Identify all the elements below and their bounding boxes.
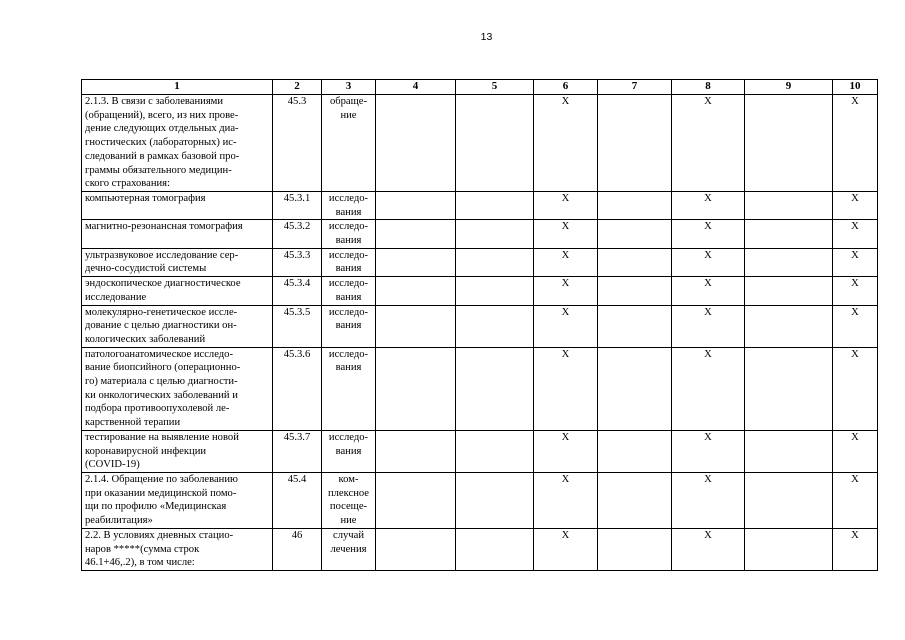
cell-col8: X (672, 191, 745, 219)
cell-col5 (456, 347, 534, 430)
row-name: тестирование на выявление новой коронавирусной инфекции (COVID-19) (82, 430, 273, 472)
col-header-3: 3 (322, 80, 376, 95)
cell-col8: X (672, 528, 745, 570)
cell-col9 (745, 248, 833, 276)
cell-col10: X (833, 95, 878, 192)
cell-col9 (745, 430, 833, 472)
table-row (82, 430, 878, 472)
col-header-2: 2 (273, 80, 322, 95)
cell-col9 (745, 220, 833, 248)
cell-col9 (745, 472, 833, 528)
cell-col7 (598, 305, 672, 347)
row-code: 45.3.4 (273, 277, 322, 305)
row-unit: исследо- вания (322, 191, 376, 219)
cell-col5 (456, 220, 534, 248)
cell-col10: X (833, 430, 878, 472)
cell-col9 (745, 277, 833, 305)
cell-col5 (456, 248, 534, 276)
cell-col7 (598, 528, 672, 570)
row-code: 45.3 (273, 95, 322, 192)
row-code: 45.4 (273, 472, 322, 528)
cell-col7 (598, 277, 672, 305)
table-row (82, 277, 878, 305)
cell-col6: X (534, 430, 598, 472)
cell-col5 (456, 95, 534, 192)
cell-col8: X (672, 305, 745, 347)
cell-col4 (376, 347, 456, 430)
cell-col10: X (833, 277, 878, 305)
cell-col10: X (833, 347, 878, 430)
table-row (82, 472, 878, 528)
row-code: 45.3.6 (273, 347, 322, 430)
cell-col8: X (672, 347, 745, 430)
page-number: 13 (480, 31, 493, 43)
table-row (82, 528, 878, 570)
row-code: 45.3.2 (273, 220, 322, 248)
cell-col7 (598, 220, 672, 248)
row-unit: ком- плексное посеще- ние (322, 472, 376, 528)
cell-col5 (456, 472, 534, 528)
row-unit: исследо- вания (322, 220, 376, 248)
row-code: 45.3.5 (273, 305, 322, 347)
table-row (82, 220, 878, 248)
col-header-1: 1 (82, 80, 273, 95)
cell-col7 (598, 248, 672, 276)
cell-col6: X (534, 528, 598, 570)
cell-col4 (376, 430, 456, 472)
row-name: молекулярно-генетическое иссле- дование с целью диагностики он- кологических заболеваний (82, 305, 273, 347)
row-unit: случай лечения (322, 528, 376, 570)
cell-col10: X (833, 220, 878, 248)
cell-col4 (376, 472, 456, 528)
cell-col9 (745, 305, 833, 347)
cell-col5 (456, 277, 534, 305)
row-unit: исследо- вания (322, 277, 376, 305)
cell-col9 (745, 191, 833, 219)
cell-col5 (456, 528, 534, 570)
row-name: компьютерная томография (82, 191, 273, 219)
cell-col4 (376, 248, 456, 276)
row-code: 45.3.1 (273, 191, 322, 219)
col-header-9: 9 (745, 80, 833, 95)
cell-col10: X (833, 191, 878, 219)
cell-col5 (456, 430, 534, 472)
cell-col9 (745, 95, 833, 192)
cell-col5 (456, 191, 534, 219)
table-row (82, 347, 878, 430)
row-code: 45.3.7 (273, 430, 322, 472)
col-header-6: 6 (534, 80, 598, 95)
cell-col7 (598, 430, 672, 472)
row-name: патологоанатомическое исследо- вание биопсийного (операционно- го) материала с целью диагности- ки онкологических заболеваний и подбора противоопухолевой ле- карственной терапии (82, 347, 273, 430)
cell-col4 (376, 220, 456, 248)
row-unit: исследо- вания (322, 347, 376, 430)
row-name: магнитно-резонансная томография (82, 220, 273, 248)
col-header-10: 10 (833, 80, 878, 95)
col-header-8: 8 (672, 80, 745, 95)
cell-col8: X (672, 95, 745, 192)
cell-col9 (745, 347, 833, 430)
row-unit: исследо- вания (322, 305, 376, 347)
cell-col6: X (534, 95, 598, 192)
cell-col4 (376, 277, 456, 305)
row-unit: исследо- вания (322, 430, 376, 472)
cell-col5 (456, 305, 534, 347)
col-header-4: 4 (376, 80, 456, 95)
cell-col4 (376, 191, 456, 219)
cell-col6: X (534, 220, 598, 248)
cell-col7 (598, 347, 672, 430)
cell-col10: X (833, 528, 878, 570)
row-unit: исследо- вания (322, 248, 376, 276)
cell-col6: X (534, 248, 598, 276)
cell-col10: X (833, 472, 878, 528)
row-unit: обраще- ние (322, 95, 376, 192)
row-name: 2.1.4. Обращение по заболеванию при оказании медицинской помо- щи по профилю «Медицинская реабилитация» (82, 472, 273, 528)
cell-col7 (598, 95, 672, 192)
cell-col8: X (672, 430, 745, 472)
cell-col8: X (672, 472, 745, 528)
table-row (82, 248, 878, 276)
cell-col6: X (534, 191, 598, 219)
cell-col6: X (534, 305, 598, 347)
row-name: эндоскопическое диагностическое исследование (82, 277, 273, 305)
cell-col7 (598, 191, 672, 219)
cell-col6: X (534, 277, 598, 305)
cell-col6: X (534, 347, 598, 430)
cell-col7 (598, 472, 672, 528)
row-name: ультразвуковое исследование сер- дечно-сосудистой системы (82, 248, 273, 276)
cell-col8: X (672, 248, 745, 276)
header-row (82, 80, 878, 95)
cell-col9 (745, 528, 833, 570)
row-name: 2.2. В условиях дневных стацио- наров *****(сумма строк 46.1+46,.2), в том числе: (82, 528, 273, 570)
col-header-5: 5 (456, 80, 534, 95)
cell-col8: X (672, 277, 745, 305)
row-code: 45.3.3 (273, 248, 322, 276)
cell-col6: X (534, 472, 598, 528)
statistics-table (81, 79, 878, 571)
cell-col4 (376, 528, 456, 570)
cell-col4 (376, 95, 456, 192)
cell-col10: X (833, 248, 878, 276)
row-code: 46 (273, 528, 322, 570)
table-row (82, 95, 878, 192)
col-header-7: 7 (598, 80, 672, 95)
cell-col8: X (672, 220, 745, 248)
row-name: 2.1.3. В связи с заболеваниями (обращений), всего, из них прове- дение следующих отдельных диа- гностических (лабораторных) ис- следований в рамках базовой про- граммы обязательного медицин- ского страхования: (82, 95, 273, 192)
cell-col10: X (833, 305, 878, 347)
table-row (82, 191, 878, 219)
table-row (82, 305, 878, 347)
cell-col4 (376, 305, 456, 347)
